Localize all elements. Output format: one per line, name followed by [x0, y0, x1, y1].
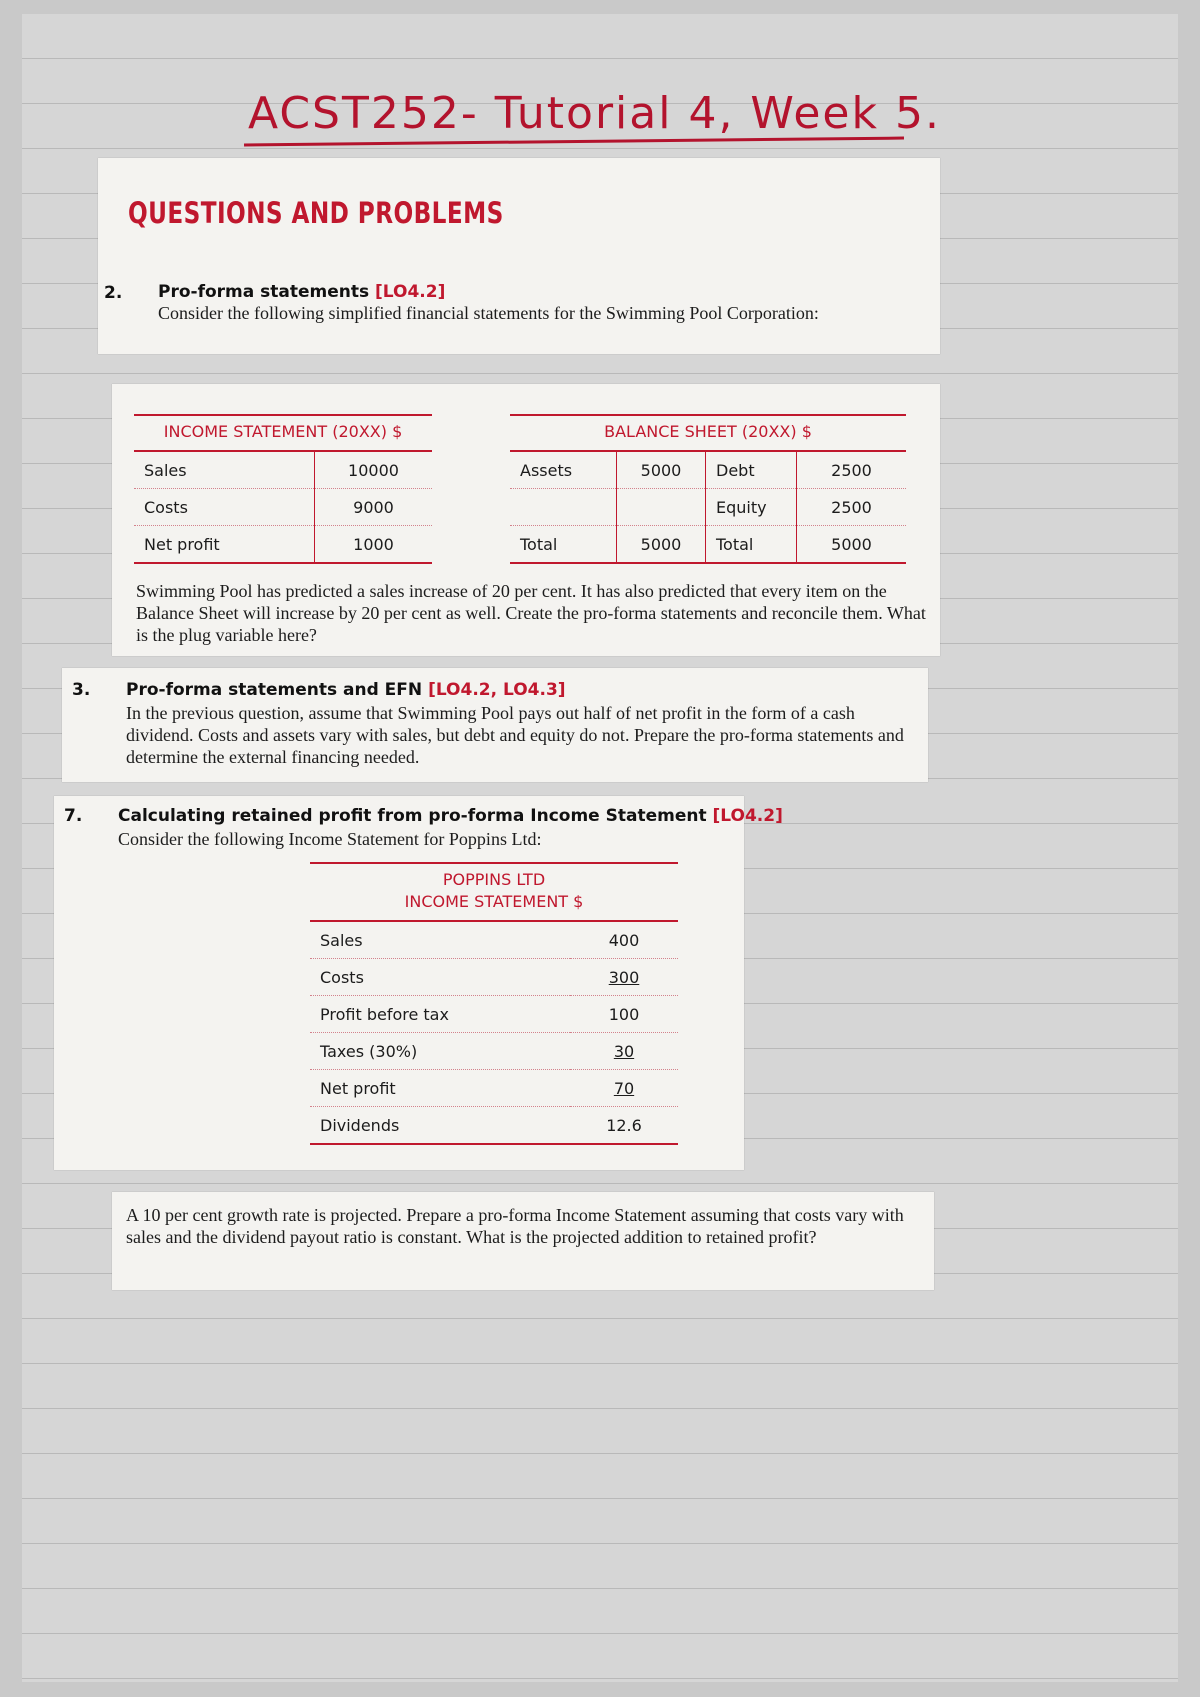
handwritten-title: ACST252- Tutorial 4, Week 5. [248, 88, 941, 139]
table-row [310, 1033, 678, 1070]
poppins-header-line-1: POPPINS LTD [442, 870, 546, 889]
question-2-title-text: Pro-forma statements [158, 282, 370, 302]
income-statement-header: INCOME STATEMENT (20XX) $ [163, 422, 403, 441]
question-3-number: 3. [72, 680, 91, 700]
poppins-row-label: Dividends [310, 1107, 570, 1145]
poppins-row-label: Sales [310, 922, 570, 959]
balance-left-label: Assets [510, 452, 617, 489]
balance-right-label: Total [706, 526, 797, 564]
table-row [310, 922, 678, 959]
table-row [510, 526, 906, 564]
poppins-row-label: Profit before tax [310, 996, 570, 1033]
table-row [510, 452, 906, 489]
question-2-lo: [LO4.2] [375, 282, 446, 302]
question-2-intro-clipping [98, 158, 940, 354]
section-heading: QUESTIONS AND PROBLEMS [128, 196, 504, 230]
balance-left-value: 5000 [617, 526, 706, 564]
table-row [134, 452, 432, 489]
income-row-value: 1000 [315, 526, 433, 564]
poppins-row-value: 400 [570, 922, 678, 959]
balance-left-value [617, 489, 706, 526]
question-7-intro: Consider the following Income Statement for Poppins Ltd: [118, 829, 542, 849]
question-7-number: 7. [64, 806, 83, 826]
poppins-top-rule [310, 862, 678, 864]
balance-left-label: Total [510, 526, 617, 564]
poppins-row-value: 300 [570, 959, 678, 996]
table-row [310, 996, 678, 1033]
table-row [310, 1070, 678, 1107]
question-7-title-text: Calculating retained profit from pro-forma Income Statement [118, 806, 707, 826]
poppins-row-label: Net profit [310, 1070, 570, 1107]
poppins-row-label: Costs [310, 959, 570, 996]
poppins-row-label: Taxes (30%) [310, 1033, 570, 1070]
question-7-title [118, 806, 783, 826]
balance-right-value: 2500 [797, 489, 907, 526]
balance-sheet-table [510, 452, 906, 564]
question-2-followup: Swimming Pool has predicted a sales increase of 20 per cent. It has also predicted that every item on the Balance Sheet will increase by 20 per cent as well. Create the pro-forma statements and reconcile them. What is the plug variable here? [136, 581, 926, 645]
balance-sheet-top-rule [510, 414, 906, 416]
balance-left-value: 5000 [617, 452, 706, 489]
poppins-row-value: 12.6 [570, 1107, 678, 1145]
poppins-row-value: 30 [570, 1033, 678, 1070]
poppins-header-line-2: INCOME STATEMENT $ [404, 892, 584, 911]
balance-right-value: 2500 [797, 452, 907, 489]
question-2-number: 2. [104, 283, 123, 303]
balance-left-label [510, 489, 617, 526]
table-row [310, 959, 678, 996]
question-2-title [158, 282, 445, 302]
income-statement-top-rule [134, 414, 432, 416]
question-7-lo: [LO4.2] [712, 806, 783, 826]
income-row-value: 10000 [315, 452, 433, 489]
income-row-label: Sales [134, 452, 315, 489]
poppins-income-table [310, 922, 678, 1145]
question-2-intro: Consider the following simplified financial statements for the Swimming Pool Corporation: [158, 303, 819, 323]
income-statement-table [134, 452, 432, 564]
income-row-value: 9000 [315, 489, 433, 526]
table-row [134, 489, 432, 526]
income-row-label: Costs [134, 489, 315, 526]
income-row-label: Net profit [134, 526, 315, 564]
poppins-row-value: 70 [570, 1070, 678, 1107]
question-3-text: In the previous question, assume that Swimming Pool pays out half of net profit in the form of a cash dividend. Costs and assets vary with sales, but debt and equity do not. Prepare the pro-forma statements and determine the external financing needed. [126, 703, 904, 767]
table-row [510, 489, 906, 526]
table-row [134, 526, 432, 564]
poppins-row-value: 100 [570, 996, 678, 1033]
table-row [310, 1107, 678, 1145]
question-3-lo: [LO4.2, LO4.3] [428, 680, 566, 700]
question-3-title [126, 680, 566, 700]
balance-right-value: 5000 [797, 526, 907, 564]
question-7-followup: A 10 per cent growth rate is projected. Prepare a pro-forma Income Statement assuming that costs vary with sales and the dividend payout ratio is constant. What is the projected addition to retained profit? [126, 1205, 904, 1247]
balance-right-label: Equity [706, 489, 797, 526]
balance-right-label: Debt [706, 452, 797, 489]
question-3-title-text: Pro-forma statements and EFN [126, 680, 423, 700]
balance-sheet-header: BALANCE SHEET (20XX) $ [604, 422, 812, 441]
